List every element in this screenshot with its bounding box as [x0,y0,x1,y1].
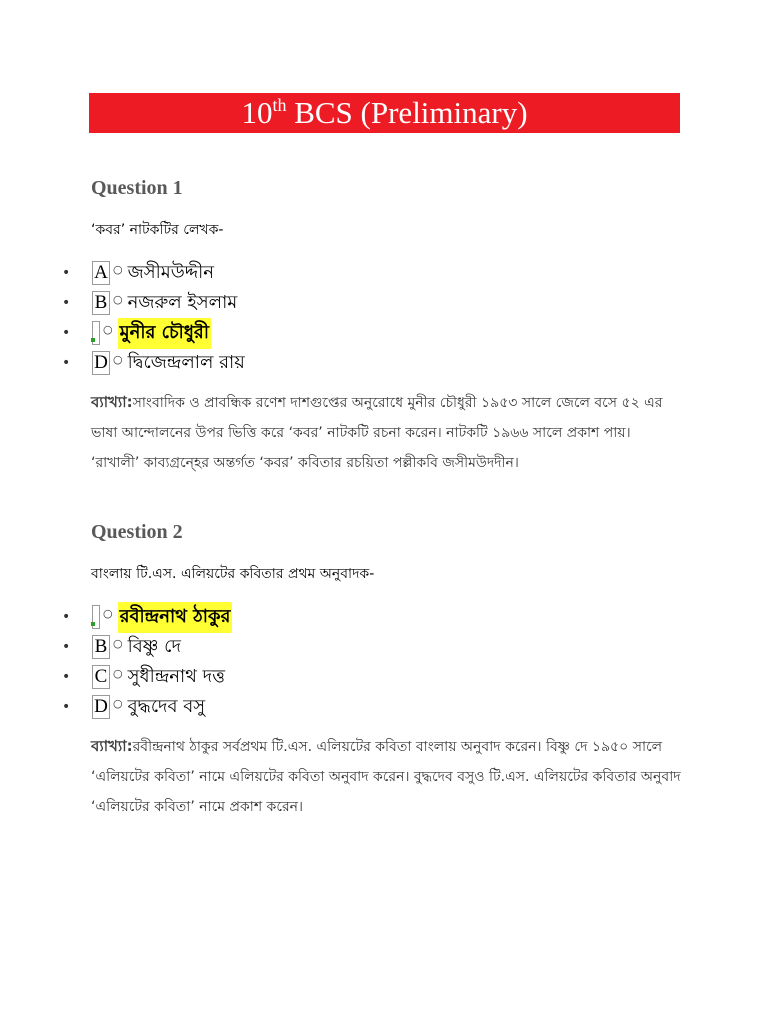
explanation-text: রবীন্দ্রনাথ ঠাকুর সর্বপ্রথম টি.এস. এলিয়টের কবিতা বাংলায় অনুবাদ করেন। বিষ্ণু দে ১৯৫০ সালে ‘এলিয়টের কবিতা’ নামে এলিয়টের কবিতা অনুবাদ করেন। বুদ্ধদেব বসুও টি.এস. এলিয়টের কবিতার অনুবাদ ‘এলিয়টের কবিতা’ নামে প্রকাশ করেন। [91,739,681,815]
option-text: বুদ্ধদেব বসু [127,695,206,717]
radio-icon[interactable]: ○ [113,292,123,306]
radio-icon[interactable]: ○ [113,262,123,276]
option-text: নজরুল ইসলাম [127,291,238,313]
option-letter: C [92,665,110,689]
title-rest: BCS (Preliminary) [286,95,528,130]
bullet-icon: • [62,355,71,371]
correct-marker-icon [92,321,100,345]
option-1c-correct[interactable] [62,318,245,348]
bullet-icon: • [62,265,71,281]
option-letter: B [92,291,110,315]
radio-icon[interactable]: ○ [113,666,123,680]
title-prefix: 10 [241,95,273,130]
option-2a-correct[interactable] [62,602,232,632]
question-1-options [62,258,245,378]
radio-icon[interactable]: ○ [103,606,113,620]
option-text: দ্বিজেন্দ্রলাল রায় [127,351,245,373]
option-1d[interactable] [62,348,245,378]
option-letter: D [92,351,110,375]
bullet-icon: • [62,325,71,341]
bullet-icon: • [62,609,71,625]
question-1-explanation [91,387,681,478]
option-text: সুধীন্দ্রনাথ দত্ত [127,665,225,687]
option-letter: D [92,695,110,719]
question-2-options [62,602,232,722]
bullet-icon: • [62,669,71,685]
radio-icon[interactable]: ○ [103,322,113,336]
explanation-label: ব্যাখ্যা: [91,393,133,411]
explanation-text: সাংবাদিক ও প্রাবন্ধিক রণেশ দাশগুপ্তের অনুরোধে মুনীর চৌধুরী ১৯৫৩ সালে জেলে বসে ৫২ এর ভাষা আন্দোলনের উপর ভিত্তি করে ‘কবর’ নাটকটি রচনা করেন। নাটকটি ১৯৬৬ সালে প্রকাশ পায়। ‘রাখালী’ কাব্যগ্রন্হের অন্তর্গত ‘কবর’ কবিতার রচয়িতা পল্লীকবি জসীমউদদীন। [91,395,663,471]
radio-icon[interactable]: ○ [113,352,123,366]
explanation-label: ব্যাখ্যা: [91,737,133,755]
option-text-highlighted: মুনীর চৌধুরী [118,318,211,349]
option-letter: B [92,635,110,659]
option-2d[interactable] [62,692,232,722]
bullet-icon: • [62,295,71,311]
option-1b[interactable] [62,288,245,318]
page-title-banner [89,93,680,133]
radio-icon[interactable]: ○ [113,636,123,650]
bullet-icon: • [62,699,71,715]
option-text-highlighted: রবীন্দ্রনাথ ঠাকুর [118,602,233,633]
option-1a[interactable] [62,258,245,288]
correct-marker-icon [92,605,100,629]
question-1-heading: Question 1 [91,177,183,199]
question-2-explanation [91,731,681,822]
option-2c[interactable] [62,662,232,692]
question-2-text: বাংলায় টি.এস. এলিয়টের কবিতার প্রথম অনুবাদক- [91,566,375,582]
option-2b[interactable] [62,632,232,662]
question-1-text: ‘কবর’ নাটকটির লেখক- [91,222,224,238]
bullet-icon: • [62,639,71,655]
option-text: বিষ্ণু দে [127,635,181,657]
title-superscript: th [272,95,287,115]
option-text: জসীমউদ্দীন [127,261,214,283]
question-2-heading: Question 2 [91,521,183,543]
radio-icon[interactable]: ○ [113,696,123,710]
option-letter: A [92,261,110,285]
